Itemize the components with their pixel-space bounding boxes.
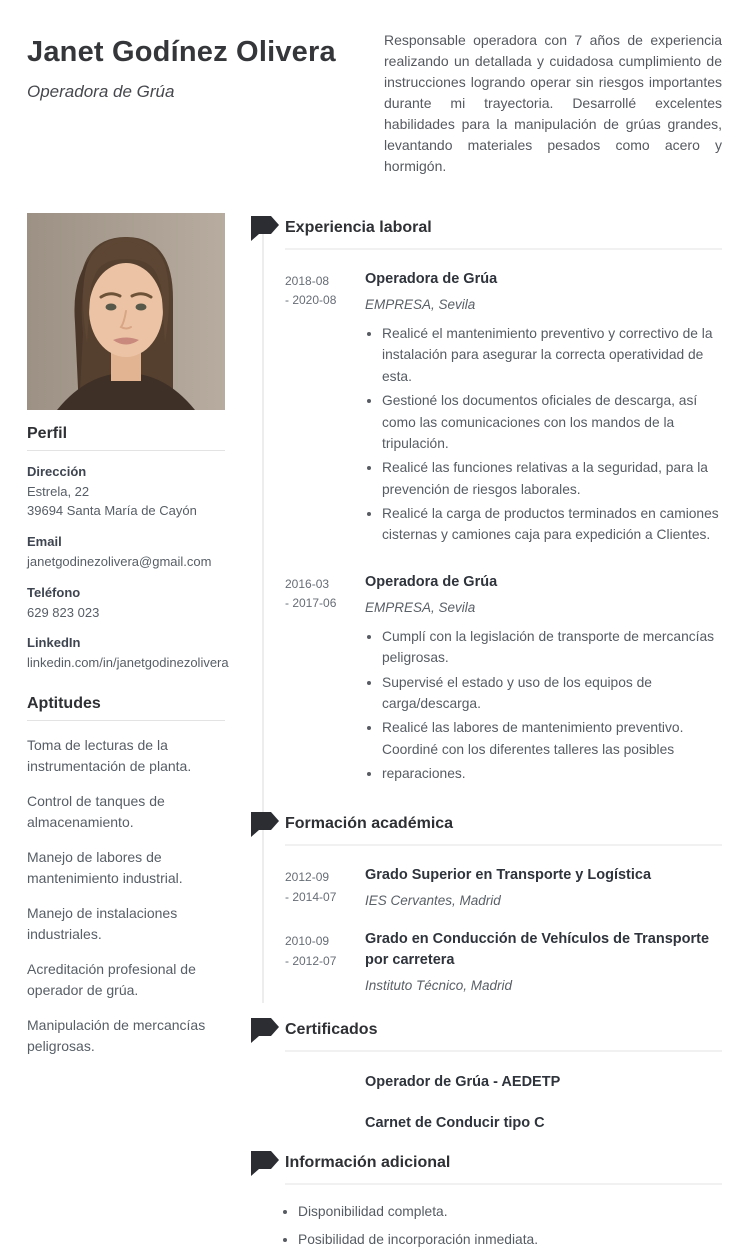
aptitude-item: Manejo de labores de mantenimiento industrial.	[27, 849, 183, 887]
section-title: Formación académica	[285, 815, 454, 833]
entry-dates	[285, 269, 365, 549]
bullet-item: • Realicé las labores de mantenimiento preventivo. Coordiné con los diferentes talleres las posibles	[382, 717, 722, 760]
date-to: - 2014-07	[285, 889, 337, 904]
entry-title: Operadora de Grúa	[365, 271, 498, 287]
aptitudes-section	[27, 695, 225, 1057]
entry-dates	[285, 572, 365, 788]
section-flag-icon	[248, 809, 280, 839]
education-entry	[285, 865, 722, 908]
section-rule	[285, 1183, 722, 1185]
profile-photo	[27, 213, 225, 410]
entry-body	[365, 1113, 722, 1134]
section-title: Certificados	[285, 1021, 378, 1039]
profile-summary: Responsable operadora con 7 años de experiencia realizando un detallada y cuidadosa cumplimiento de instrucciones logrando operar sin riesgos importantes durante mi trayectoria. Desarrollé excelentes habilidades para la manipulación de grúas grandes, levantando materiales pesados como acero y hormigón.	[384, 32, 722, 174]
field-email	[27, 534, 225, 572]
header	[27, 0, 722, 177]
experience-entry	[285, 269, 722, 549]
entry-company: EMPRESA, Sevila	[365, 599, 476, 615]
education-entry	[285, 929, 722, 993]
date-from: 2010-09	[285, 934, 330, 949]
bullet-item: • Gestioné los documentos oficiales de descarga, así como las comunicaciones con los mandos de la tripulación.	[382, 390, 722, 454]
email-value: janetgodinezolivera@gmail.com	[27, 553, 212, 569]
certificates-heading-row	[250, 1015, 722, 1045]
entry-title: Grado en Conducción de Vehículos de Transporte por carretera	[365, 931, 710, 969]
entry-dates	[285, 1113, 365, 1134]
person-name: Janet Godínez Olivera	[27, 36, 336, 68]
experience-entry	[285, 572, 722, 788]
field-direccion	[27, 464, 225, 521]
entry-title: Operadora de Grúa	[365, 573, 498, 590]
field-value: Estrela, 22	[27, 484, 90, 499]
date-from: 2018-08	[285, 274, 330, 288]
entry-body	[365, 572, 722, 788]
portrait-photo-icon	[27, 213, 225, 410]
entry-body	[365, 1072, 722, 1093]
section-rule	[285, 248, 722, 250]
bullet-item: • Supervisé el estado y uso de los equipos de carga/descarga.	[382, 672, 722, 715]
main-columns	[27, 213, 722, 1256]
field-label: Email	[27, 533, 62, 549]
experience-section	[250, 213, 722, 787]
additional-info-item: • Disponibilidad completa.	[298, 1201, 722, 1223]
entry-school: Instituto Técnico, Madrid	[365, 978, 513, 994]
field-label: Dirección	[27, 464, 87, 479]
additional-info-section	[250, 1148, 722, 1250]
additional-info-list	[285, 1201, 722, 1250]
job-title: Operadora de Grúa	[27, 82, 175, 101]
aptitudes-heading: Aptitudes	[27, 695, 225, 721]
section-title: Información adicional	[285, 1154, 451, 1172]
additional-heading-row	[250, 1148, 722, 1178]
phone-value: 629 823 023	[27, 604, 100, 620]
experience-heading-row	[250, 213, 722, 243]
entry-bullets	[365, 323, 722, 546]
entry-title: Grado Superior en Transporte y Logística	[365, 867, 652, 884]
section-flag-icon	[248, 213, 280, 243]
entry-dates	[285, 865, 365, 908]
entry-dates	[285, 929, 365, 993]
entry-body	[365, 269, 722, 549]
field-telefono	[27, 585, 225, 623]
field-value: 39694 Santa María de Cayón	[27, 502, 197, 518]
entry-dates	[285, 1072, 365, 1093]
perfil-section	[27, 425, 229, 673]
linkedin-value: linkedin.com/in/janetgodinezolivera	[27, 655, 229, 671]
right-column	[250, 213, 722, 1256]
field-label: LinkedIn	[27, 635, 81, 651]
aptitude-item: Control de tanques de almacenamiento.	[27, 793, 165, 831]
date-to: - 2012-07	[285, 953, 337, 968]
certificate-title: Operador de Grúa - AEDETP	[365, 1074, 561, 1091]
date-to: - 2020-08	[285, 293, 337, 308]
aptitude-item: Toma de lecturas de la instrumentación de planta.	[27, 737, 192, 775]
entry-body	[365, 865, 722, 908]
bullet-item: • Cumplí con la legislación de transporte de mercancías peligrosas.	[382, 626, 722, 669]
bullet-item: • Realicé el mantenimiento preventivo y correctivo de la instalación para asegurar la correcta operatividad de esta.	[382, 323, 722, 387]
aptitude-item: Manipulación de mercancías peligrosas.	[27, 1017, 206, 1055]
perfil-heading: Perfil	[27, 425, 225, 451]
aptitude-item: Acreditación profesional de operador de grúa.	[27, 961, 196, 999]
certificates-section	[250, 1015, 722, 1134]
date-from: 2016-03	[285, 576, 330, 591]
section-rule	[285, 844, 722, 846]
bullet-item: • Realicé la carga de productos terminados en camiones cisternas y camiones caja para expedición a Clientes.	[382, 503, 722, 546]
aptitude-item: Manejo de instalaciones industriales.	[27, 905, 178, 943]
bullet-item: • reparaciones.	[382, 763, 722, 784]
date-from: 2012-09	[285, 870, 330, 885]
certificate-entry	[285, 1072, 722, 1093]
entry-company: EMPRESA, Sevila	[365, 297, 476, 313]
certificate-title: Carnet de Conducir tipo C	[365, 1115, 545, 1132]
education-section	[250, 809, 722, 993]
entry-bullets	[365, 626, 722, 785]
additional-info-item: • Posibilidad de incorporación inmediata.	[298, 1229, 722, 1251]
bullet-item: • Realicé las funciones relativas a la seguridad, para la prevención de riesgos laborales.	[382, 457, 722, 500]
entry-school: IES Cervantes, Madrid	[365, 893, 501, 909]
entry-body	[365, 929, 722, 993]
field-linkedin	[27, 635, 229, 673]
section-title: Experiencia laboral	[285, 219, 432, 236]
section-flag-icon	[248, 1015, 280, 1045]
section-rule	[285, 1050, 722, 1052]
left-column	[27, 213, 229, 1256]
certificate-entry	[285, 1113, 722, 1134]
header-identity	[27, 30, 384, 177]
section-flag-icon	[248, 1148, 280, 1178]
field-label: Teléfono	[27, 584, 81, 600]
date-to: - 2017-06	[285, 595, 337, 610]
education-heading-row	[250, 809, 722, 839]
